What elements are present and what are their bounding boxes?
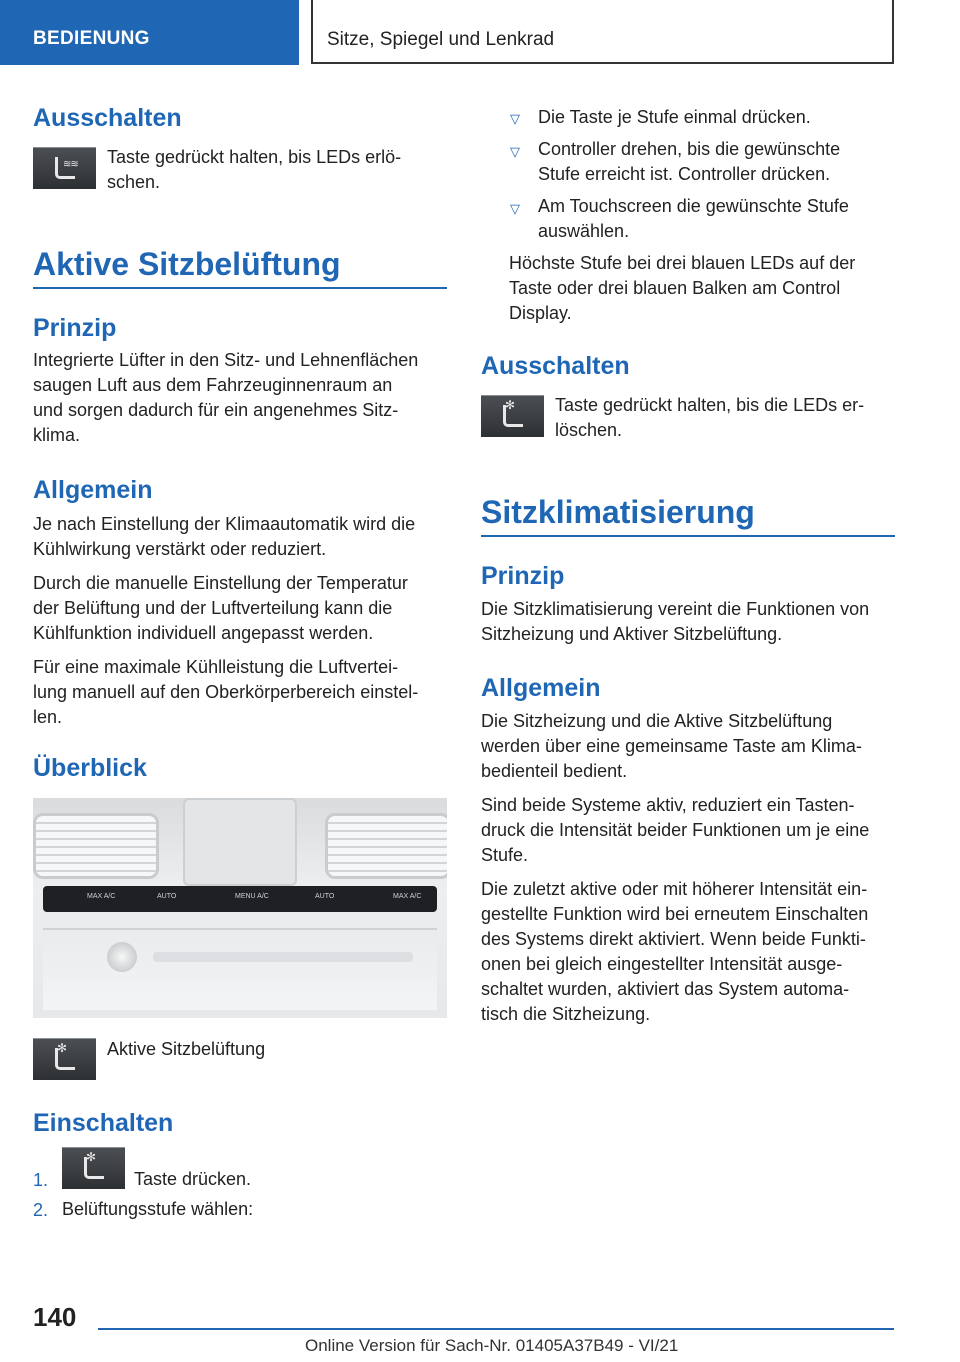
climate-control-strip: MAX A/C AUTO MENU A/C AUTO MAX A/C	[43, 886, 437, 912]
step-2-number: 2.	[33, 1200, 49, 1220]
seat-ventilation-off-icon: ✻	[481, 395, 544, 437]
seat-ventilation-icon: ✻	[33, 1038, 96, 1080]
bullet-1: Die Taste je Stufe einmal drücken.	[538, 107, 811, 127]
hoechste-stufe-text: Höchste Stufe bei drei blauen LEDs auf der Taste oder drei blauen Balken am Control Display.	[509, 253, 856, 323]
heading-sitzklimatisierung: Sitzklimatisierung	[481, 494, 755, 530]
bullet-triangle-icon: ▽	[510, 144, 520, 159]
bullet-2: Controller drehen, bis die gewünschte Stufe erreicht ist. Controller drücken.	[538, 139, 841, 184]
heading-ausschalten-1: Ausschalten	[33, 104, 182, 132]
heading-ausschalten-2: Ausschalten	[481, 352, 630, 380]
heading-rule-1	[33, 287, 447, 289]
prinzip-2-text: Die Sitzklimatisierung vereint die Funktionen von Sitzheizung und Aktiver Sitzbelüftung.	[481, 599, 870, 644]
heading-rule-2	[481, 535, 895, 537]
heading-allgemein-2: Allgemein	[481, 674, 601, 702]
header-section-tab	[0, 0, 299, 65]
climate-panel-photo	[33, 798, 447, 1018]
seat-ventilation-step-icon: ✻	[62, 1147, 125, 1189]
step-1-text: Taste drücken.	[134, 1169, 252, 1189]
step-2-text: Belüftungsstufe wählen:	[62, 1199, 254, 1219]
bullet-3: Am Touchscreen die gewünschte Stufe auswählen.	[538, 196, 849, 241]
heading-einschalten: Einschalten	[33, 1109, 174, 1137]
heading-aktive-sitzbelueftung: Aktive Sitzbelüftung	[33, 246, 341, 282]
footer-online-version: Online Version für Sach-Nr. 01405A37B49 - VI/21	[305, 1336, 679, 1355]
heading-prinzip-1: Prinzip	[33, 314, 117, 342]
ausschalten-1-text: Taste gedrückt halten, bis LEDs erlö- schen.	[107, 147, 402, 192]
header-section-label: BEDIENUNG	[33, 28, 150, 49]
heading-allgemein-1: Allgemein	[33, 476, 153, 504]
footer-rule	[98, 1328, 894, 1330]
allgemein-1-text: Je nach Einstellung der Klimaautomatik wird die Kühlwirkung verstärkt oder reduziert. Durch die manuelle Einstellung der Temperatur der Belüftung und der Luftverteilung kann die Kühlfunktion individuell angepasst werden. Für eine maximale Kühlleistung die Luftvertei- lung manuell auf den Oberkörperbereich einstel- len.	[33, 514, 419, 727]
allgemein-2-text: Die Sitzheizung und die Aktive Sitzbelüftung werden über eine gemeinsame Taste am Klima- bedienteil bedient. Sind beide Systeme aktiv, reduziert ein Tasten- druck die Intensität beider Funktionen um je eine Stufe. Die zuletzt aktive oder mit höherer Intensität ein- gestellte Funktion wird bei erneutem Einschalten des Systems direkt aktiviert. Wenn beide Funkti- onen bei gleich eingestellter Intensität ausge- schaltet wurden, aktiviert das System automa- tisch die Sitzheizung.	[481, 711, 870, 1024]
ausschalten-2-text: Taste gedrückt halten, bis die LEDs er- löschen.	[555, 395, 865, 440]
seat-heat-button-icon: ≋≋	[33, 147, 96, 189]
heading-ueberblick: Überblick	[33, 754, 147, 782]
step-1-number: 1.	[33, 1170, 49, 1190]
bullet-triangle-icon: ▽	[510, 201, 520, 216]
page-number: 140	[33, 1302, 77, 1332]
icon-caption: Aktive Sitzbelüftung	[107, 1039, 266, 1059]
bullet-triangle-icon: ▽	[510, 111, 520, 126]
heading-prinzip-2: Prinzip	[481, 562, 565, 590]
header-chapter-box	[311, 0, 894, 64]
header-chapter-label: Sitze, Spiegel und Lenkrad	[327, 29, 555, 50]
prinzip-1-text: Integrierte Lüfter in den Sitz- und Lehnenflächen saugen Luft aus dem Fahrzeuginnenraum an und sorgen dadurch für ein angenehmes Sitz- klima.	[33, 350, 419, 445]
